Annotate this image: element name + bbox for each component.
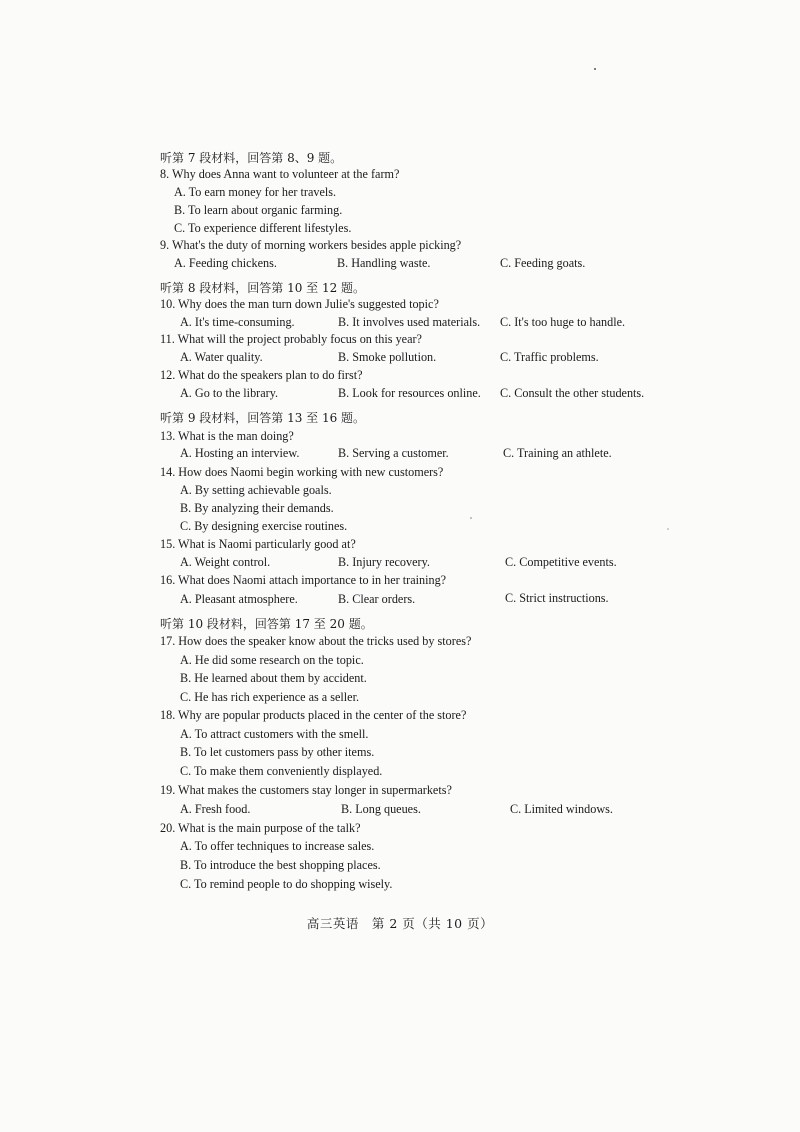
question-8-option-a: A. To earn money for her travels. [174, 185, 337, 199]
question-17-option-c: C. He has rich experience as a seller. [180, 690, 360, 704]
question-10-stem: 10. Why does the man turn down Julie's suggested topic? [160, 297, 439, 311]
question-9-option-b: B. Handling waste. [337, 256, 431, 270]
question-16-option-b: B. Clear orders. [338, 592, 416, 606]
question-19-option-c: C. Limited windows. [510, 802, 613, 816]
question-13-stem: 13. What is the man doing? [160, 429, 294, 443]
question-8-stem: 8. Why does Anna want to volunteer at the farm? [160, 167, 400, 181]
question-15-option-a: A. Weight control. [180, 555, 271, 569]
question-18-option-b: B. To let customers pass by other items. [180, 745, 375, 759]
question-20-option-b: B. To introduce the best shopping places. [180, 858, 381, 872]
question-12-option-c: C. Consult the other students. [500, 386, 645, 400]
question-12-stem: 12. What do the speakers plan to do first? [160, 368, 363, 382]
question-10-option-c: C. It's too huge to handle. [500, 315, 626, 329]
question-17-stem: 17. How does the speaker know about the tricks used by stores? [160, 634, 472, 648]
question-16-option-a: A. Pleasant atmosphere. [180, 592, 298, 606]
question-10-option-b: B. It involves used materials. [338, 315, 481, 329]
section-header-8: 听第 8 段材料，回答第 10 至 12 题。 [160, 281, 366, 295]
question-14-option-c: C. By designing exercise routines. [180, 519, 348, 533]
question-19-option-a: A. Fresh food. [180, 802, 251, 816]
question-19-stem: 19. What makes the customers stay longer in supermarkets? [160, 783, 452, 797]
question-12-option-b: B. Look for resources online. [338, 386, 481, 400]
question-14-stem: 14. How does Naomi begin working with new customers? [160, 465, 444, 479]
question-10-option-a: A. It's time-consuming. [180, 315, 295, 329]
section-header-7: 听第 7 段材料，回答第 8、9 题。 [160, 151, 343, 165]
scan-speck [667, 528, 669, 530]
question-11-option-a: A. Water quality. [180, 350, 263, 364]
question-14-option-a: A. By setting achievable goals. [180, 483, 332, 497]
question-11-option-c: C. Traffic problems. [500, 350, 599, 364]
question-15-option-c: C. Competitive events. [505, 555, 617, 569]
question-8-option-c: C. To experience different lifestyles. [174, 221, 352, 235]
scan-speck [594, 68, 596, 70]
question-16-stem: 16. What does Naomi attach importance to in her training? [160, 573, 447, 587]
page-footer: 高三英语 第 2 页（共 10 页） [306, 916, 494, 931]
question-9-option-c: C. Feeding goats. [500, 256, 586, 270]
question-19-option-b: B. Long queues. [341, 802, 421, 816]
question-17-option-b: B. He learned about them by accident. [180, 671, 367, 685]
question-9-stem: 9. What's the duty of morning workers besides apple picking? [160, 238, 462, 252]
question-18-option-c: C. To make them conveniently displayed. [180, 764, 383, 778]
question-18-option-a: A. To attract customers with the smell. [180, 727, 369, 741]
question-15-stem: 15. What is Naomi particularly good at? [160, 537, 356, 551]
question-14-option-b: B. By analyzing their demands. [180, 501, 334, 515]
scan-speck [470, 517, 472, 519]
question-8-option-b: B. To learn about organic farming. [174, 203, 343, 217]
question-15-option-b: B. Injury recovery. [338, 555, 430, 569]
question-16-option-c: C. Strict instructions. [505, 591, 609, 605]
section-header-9: 听第 9 段材料，回答第 13 至 16 题。 [160, 411, 366, 425]
question-13-option-a: A. Hosting an interview. [180, 446, 300, 460]
question-20-option-a: A. To offer techniques to increase sales. [180, 839, 375, 853]
question-20-stem: 20. What is the main purpose of the talk? [160, 821, 361, 835]
question-9-option-a: A. Feeding chickens. [174, 256, 277, 270]
question-20-option-c: C. To remind people to do shopping wisely. [180, 877, 393, 891]
section-header-10: 听第 10 段材料，回答第 17 至 20 题。 [160, 617, 373, 631]
question-13-option-b: B. Serving a customer. [338, 446, 449, 460]
question-17-option-a: A. He did some research on the topic. [180, 653, 364, 667]
question-11-stem: 11. What will the project probably focus on this year? [160, 332, 422, 346]
question-12-option-a: A. Go to the library. [180, 386, 279, 400]
question-13-option-c: C. Training an athlete. [503, 446, 612, 460]
question-11-option-b: B. Smoke pollution. [338, 350, 437, 364]
question-18-stem: 18. Why are popular products placed in the center of the store? [160, 708, 467, 722]
